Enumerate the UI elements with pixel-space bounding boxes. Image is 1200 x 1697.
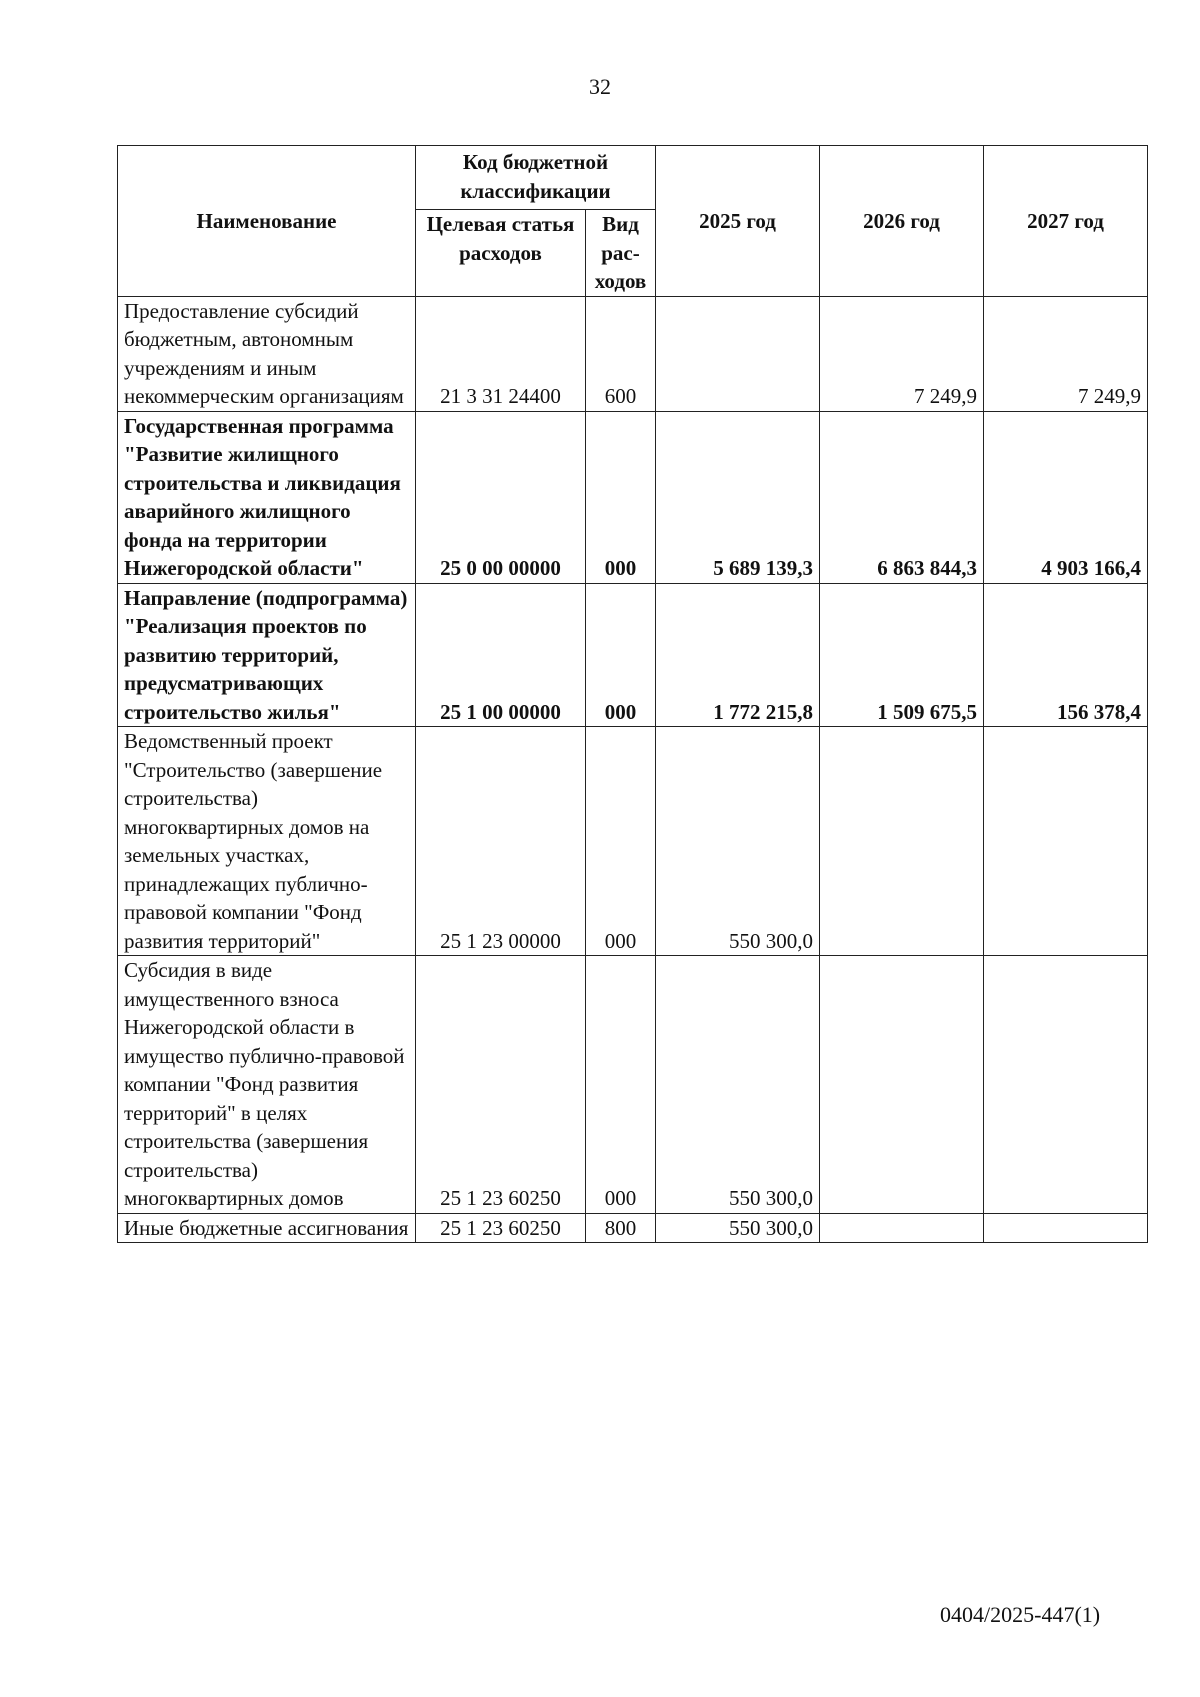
row-name: Субсидия в виде имущественного взноса Нижегородской области в имущество публично-правовой компании "Фонд развития территорий" в целях строительства (завершения строительства) многоквартирных домов: [118, 956, 416, 1214]
row-expense-type: 000: [586, 411, 656, 583]
table-body: [118, 296, 1148, 1243]
table-row: [118, 583, 1148, 727]
row-amount-2025: 550 300,0: [656, 727, 820, 956]
row-amount-2026: 1 509 675,5: [820, 583, 984, 727]
row-expense-type: 000: [586, 727, 656, 956]
header-year-2026: 2026 год: [820, 146, 984, 297]
document-footer-code: 0404/2025-447(1): [940, 1602, 1101, 1627]
table-row: [118, 296, 1148, 411]
row-amount-2025: 550 300,0: [656, 956, 820, 1214]
row-amount-2025: 550 300,0: [656, 1213, 820, 1243]
header-year-2025: 2025 год: [656, 146, 820, 297]
row-name: Направление (подпрограмма) "Реализация проектов по развитию территорий, предусматривающих строительство жилья": [118, 583, 416, 727]
row-target-article: 25 1 23 00000: [416, 727, 586, 956]
row-amount-2027: [984, 1213, 1148, 1243]
row-expense-type: 000: [586, 583, 656, 727]
table-row: [118, 411, 1148, 583]
row-amount-2025: 1 772 215,8: [656, 583, 820, 727]
row-amount-2026: [820, 727, 984, 956]
row-target-article: 21 3 31 24400: [416, 296, 586, 411]
row-amount-2026: 7 249,9: [820, 296, 984, 411]
row-name: Предоставление субсидий бюджетным, автономным учреждениям и иным некоммерческим организациям: [118, 296, 416, 411]
row-amount-2027: [984, 727, 1148, 956]
header-name: Наименование: [118, 146, 416, 297]
row-amount-2027: 156 378,4: [984, 583, 1148, 727]
row-name: Ведомственный проект "Строительство (завершение строительства) многоквартирных домов на земельных участках, принадлежащих публично-правовой компании "Фонд развития территорий": [118, 727, 416, 956]
row-amount-2027: [984, 956, 1148, 1214]
row-amount-2027: 4 903 166,4: [984, 411, 1148, 583]
budget-table: [117, 145, 1148, 1243]
page-number: 32: [589, 74, 611, 99]
header-code-group: Код бюджетной классификации: [416, 146, 656, 210]
row-amount-2025: 5 689 139,3: [656, 411, 820, 583]
row-amount-2026: [820, 956, 984, 1214]
row-expense-type: 000: [586, 956, 656, 1214]
table-row: [118, 727, 1148, 956]
header-target-article: Целевая статья расходов: [416, 210, 586, 297]
table-row: [118, 1213, 1148, 1243]
row-target-article: 25 1 23 60250: [416, 956, 586, 1214]
row-amount-2026: [820, 1213, 984, 1243]
row-amount-2025: [656, 296, 820, 411]
row-amount-2027: 7 249,9: [984, 296, 1148, 411]
header-year-2027: 2027 год: [984, 146, 1148, 297]
row-target-article: 25 1 00 00000: [416, 583, 586, 727]
header-expense-type: Вид рас-ходов: [586, 210, 656, 297]
row-target-article: 25 0 00 00000: [416, 411, 586, 583]
row-expense-type: 600: [586, 296, 656, 411]
row-name: Государственная программа "Развитие жилищного строительства и ликвидация аварийного жилищного фонда на территории Нижегородской области": [118, 411, 416, 583]
header-row-1: [118, 146, 1148, 210]
row-target-article: 25 1 23 60250: [416, 1213, 586, 1243]
row-name: Иные бюджетные ассигнования: [118, 1213, 416, 1243]
row-amount-2026: 6 863 844,3: [820, 411, 984, 583]
table-row: [118, 956, 1148, 1214]
row-expense-type: 800: [586, 1213, 656, 1243]
